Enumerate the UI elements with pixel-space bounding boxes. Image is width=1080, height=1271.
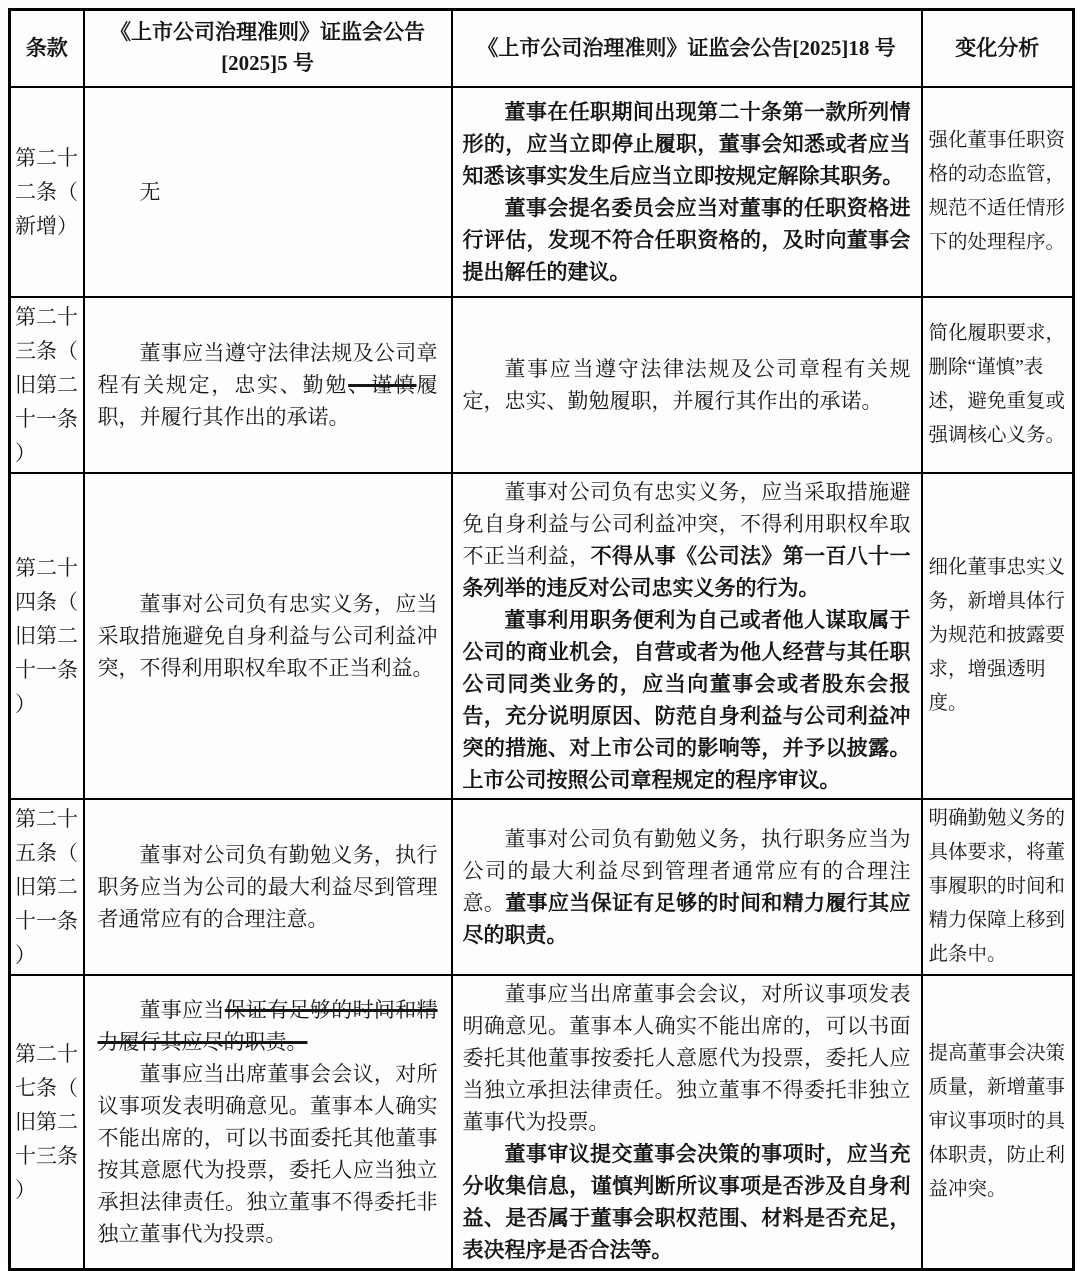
header-row [10, 10, 1074, 87]
paragraph: 细化董事忠实义务，新增具体行为规范和披露要求，增强透明度。 [928, 556, 1066, 714]
strikethrough-text: 保证有足够的时间和精力履行其应尽的职责。 [97, 997, 438, 1054]
paragraph [98, 588, 438, 684]
table-body [10, 87, 1074, 1270]
paragraph [463, 192, 911, 288]
bold-text: 董事在任职期间出现第二十条第一款所列情形的，应当立即停止履职，董事会知悉或者应当知悉该事实发生后应当立即按规定解除其职务。 [462, 99, 911, 188]
new-regulation-cell [452, 87, 922, 297]
old-regulation-cell [84, 473, 452, 799]
analysis-cell [922, 975, 1074, 1270]
paragraph [463, 823, 911, 951]
text-run: 董事应当出席董事会会议，对所议事项发表明确意见。董事本人确实不能出席的，可以书面委托其他董事按委托人意愿代为投票，委托人应当独立承担法律责任。独立董事不得委托非独立董事代为投票。 [462, 981, 911, 1134]
table-row [10, 87, 1074, 297]
bold-text: 不得从事《公司法》第一百八十一条列举的违反对公司忠实义务的行为。 [462, 543, 911, 600]
header-cell-article: 条款 [10, 10, 84, 87]
paragraph [463, 604, 911, 796]
paragraph: 简化履职要求，删除“谨慎”表述，避免重复或强调核心义务。 [928, 322, 1066, 446]
bold-text: 董事应当保证有足够的时间和精力履行其应尽的职责。 [462, 890, 911, 947]
table-row [10, 297, 1074, 473]
table-row [10, 799, 1074, 975]
text-run: 董事对公司负有勤勉义务，执行职务应当为公司的最大利益尽到管理者通常应有的合理注意。 [462, 826, 911, 915]
old-regulation-cell [84, 975, 452, 1270]
bold-text: 董事审议提交董事会决策的事项时，应当充分收集信息，谨慎判断所议事项是否涉及自身利益、是否属于董事会职权范围、材料是否充足，表决程序是否合法等。 [462, 1141, 911, 1262]
table-row [10, 473, 1074, 799]
new-regulation-cell [452, 297, 922, 473]
analysis-cell [922, 87, 1074, 297]
paragraph [463, 96, 911, 192]
article-cell: 第二十四条（旧第二十一条） [10, 473, 84, 799]
header-cell-old-regulation: 《上市公司治理准则》证监会公告[2025]5 号 [84, 10, 452, 87]
analysis-cell [922, 473, 1074, 799]
new-regulation-cell [452, 799, 922, 975]
table-row [10, 975, 1074, 1270]
table-header [10, 10, 1074, 87]
old-regulation-cell [84, 87, 452, 297]
header-cell-analysis: 变化分析 [922, 10, 1074, 87]
paragraph [98, 176, 438, 208]
paragraph [463, 978, 911, 1138]
paragraph: 明确勤勉义务的具体要求，将董事履职的时间和精力保障上移到此条中。 [928, 807, 1066, 965]
analysis-cell [922, 297, 1074, 473]
comparison-table [8, 8, 1075, 1271]
text-run: 董事应当出席董事会会议，对所议事项发表明确意见。董事本人确实不能出席的，可以书面委托其他董事按其意愿代为投票，委托人应当独立承担法律责任。独立董事不得委托非独立董事代为投票。 [97, 1061, 438, 1246]
paragraph [98, 1058, 438, 1250]
article-cell: 第二十三条（旧第二十一条） [10, 297, 84, 473]
bold-text: 董事利用职务便利为自己或者他人谋取属于公司的商业机会，自营或者为他人经营与其任职公司同类业务的，应当向董事会或者股东会报告，充分说明原因、防范自身利益与公司利益冲突的措施、对上市公司的影响等，并予以披露。上市公司按照公司章程规定的程序审议。 [462, 607, 911, 792]
paragraph: 强化董事任职资格的动态监管，规范不适任情形下的处理程序。 [928, 129, 1066, 253]
text-run: 无 [139, 179, 161, 204]
bold-text: 董事会提名委员会应当对董事的任职资格进行评估，发现不符合任职资格的，及时向董事会提出解任的建议。 [462, 195, 911, 284]
text-run: 董事应当遵守法律法规及公司章程有关规定，忠实、勤勉 [97, 340, 438, 397]
new-regulation-cell [452, 473, 922, 799]
article-cell: 第二十五条（旧第二十一条） [10, 799, 84, 975]
article-cell: 第二十二条（新增） [10, 87, 84, 297]
paragraph [463, 1138, 911, 1266]
paragraph [463, 476, 911, 604]
paragraph [98, 337, 438, 433]
text-run: 董事对公司负有忠实义务，应当采取措施避免自身利益与公司利益冲突，不得利用职权牟取不正当利益。 [97, 591, 438, 680]
paragraph [98, 994, 438, 1058]
paragraph [463, 353, 911, 417]
analysis-cell [922, 799, 1074, 975]
text-run: 董事对公司负有忠实义务，应当采取措施避免自身利益与公司利益冲突，不得利用职权牟取不正当利益， [462, 479, 911, 568]
paragraph [98, 839, 438, 935]
text-run: 履职，并履行其作出的承诺。 [97, 372, 438, 429]
text-run: 董事对公司负有勤勉义务，执行职务应当为公司的最大利益尽到管理者通常应有的合理注意。 [97, 842, 438, 931]
paragraph: 提高董事会决策质量，新增董事审议事项时的具体职责，防止利益冲突。 [928, 1042, 1066, 1200]
text-run: 董事应当遵守法律法规及公司章程有关规定，忠实、勤勉履职，并履行其作出的承诺。 [462, 356, 911, 413]
old-regulation-cell [84, 297, 452, 473]
text-run: 董事应当 [139, 997, 225, 1022]
article-cell: 第二十七条（旧第二十三条） [10, 975, 84, 1270]
strikethrough-text: 、谨慎 [348, 372, 417, 397]
header-cell-new-regulation: 《上市公司治理准则》证监会公告[2025]18 号 [452, 10, 922, 87]
new-regulation-cell [452, 975, 922, 1270]
old-regulation-cell [84, 799, 452, 975]
